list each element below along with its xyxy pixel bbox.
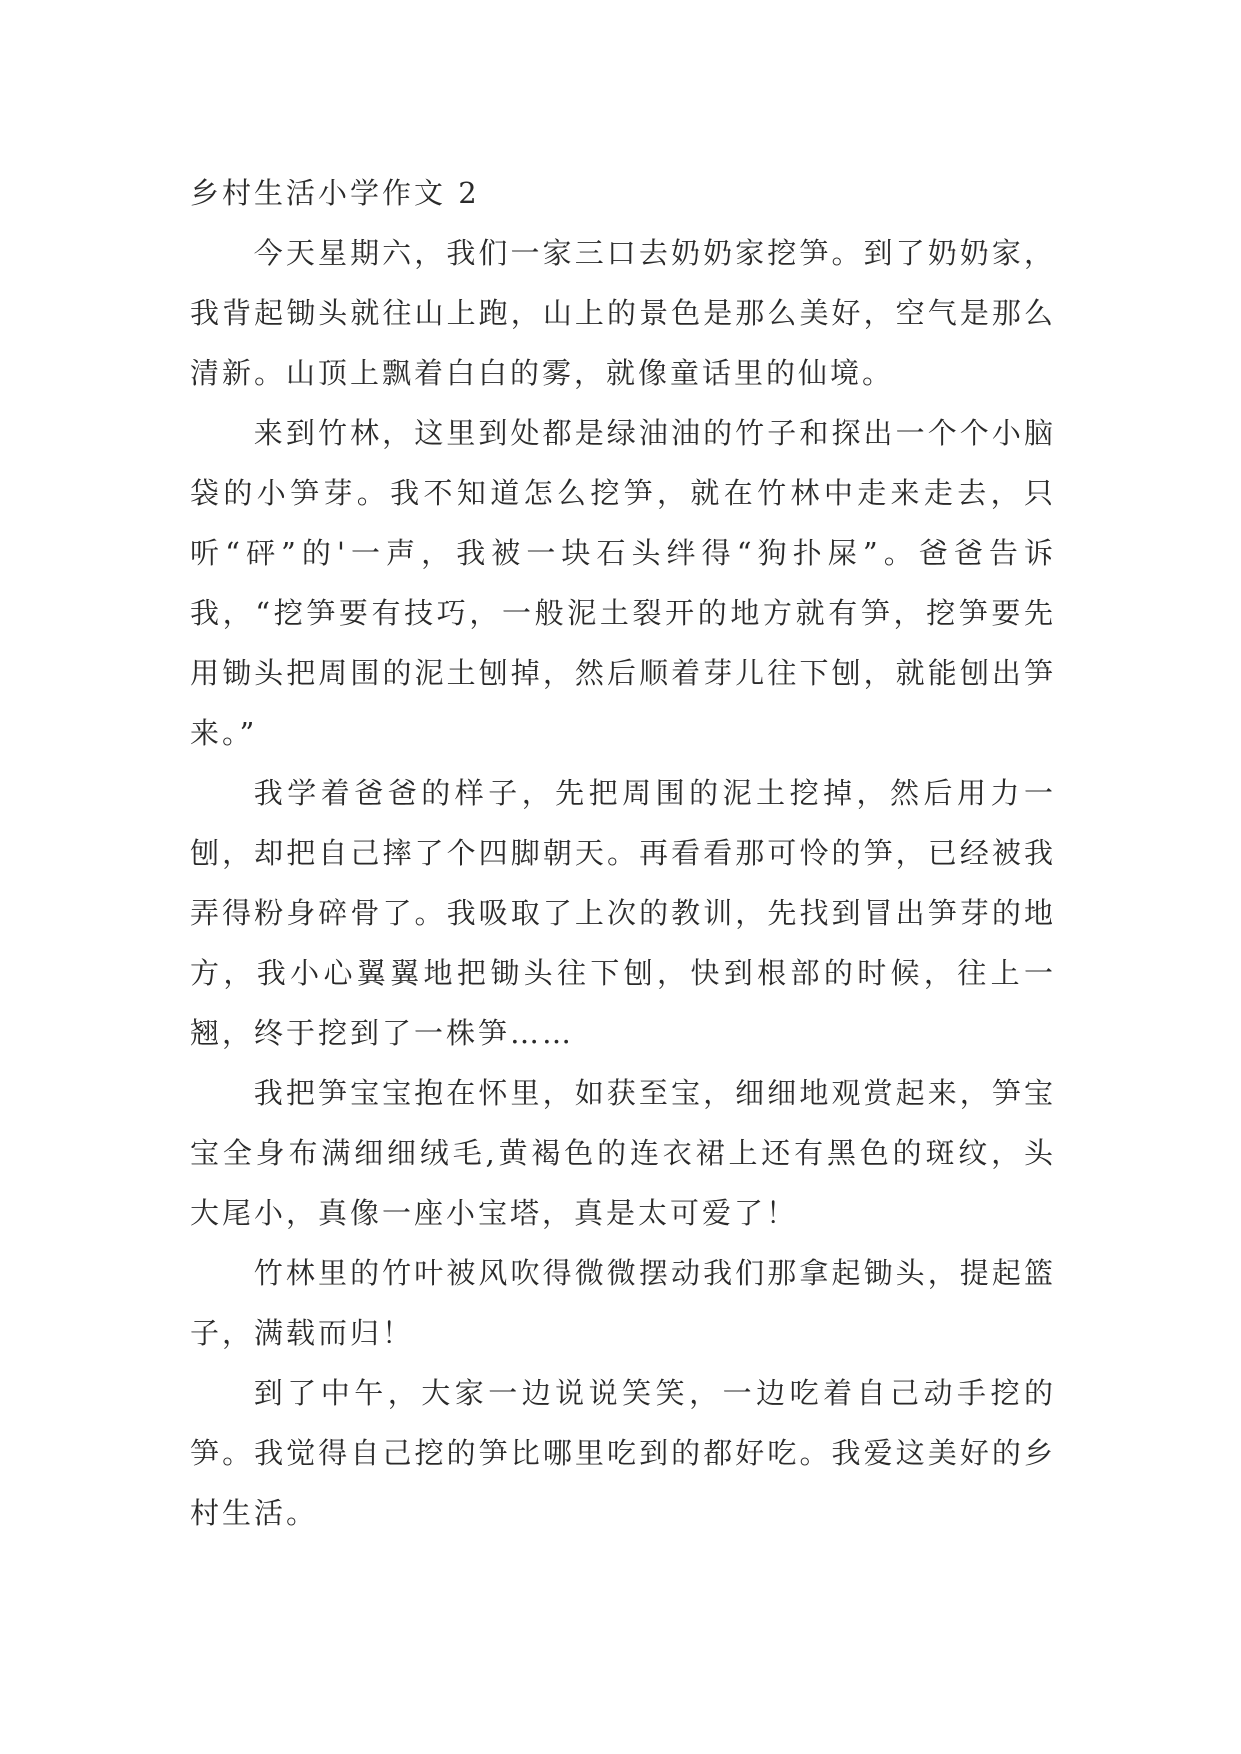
paragraph: 来到竹林，这里到处都是绿油油的竹子和探出一个个小脑袋的小笋芽。我不知道怎么挖笋，就在竹林中走来走去，只听“砰”的'一声，我被一块石头绊得“狗扑屎”。爸爸告诉我，“挖笋要有技巧，一般泥土裂开的地方就有笋，挖笋要先用锄头把周围的泥土刨掉，然后顺着芽儿往下刨，就能刨出笋来。”	[190, 416, 1056, 750]
paragraph: 今天星期六，我们一家三口去奶奶家挖笋。到了奶奶家，我背起锄头就往山上跑，山上的景色是那么美好，空气是那么清新。山顶上飘着白白的雾，就像童话里的仙境。	[190, 236, 1056, 390]
document-body	[190, 163, 1056, 1543]
paragraph: 竹林里的竹叶被风吹得微微摆动我们那拿起锄头，提起篮子，满载而归！	[190, 1256, 1056, 1350]
paragraph: 我学着爸爸的样子，先把周围的泥土挖掉，然后用力一刨，却把自己摔了个四脚朝天。再看看那可怜的笋，已经被我弄得粉身碎骨了。我吸取了上次的教训，先找到冒出笋芽的地方，我小心翼翼地把锄头往下刨，快到根部的时候，往上一翘，终于挖到了一株笋……	[190, 776, 1056, 1050]
paragraph: 到了中午，大家一边说说笑笑，一边吃着自己动手挖的笋。我觉得自己挖的笋比哪里吃到的都好吃。我爱这美好的乡村生活。	[190, 1376, 1056, 1530]
paragraph: 我把笋宝宝抱在怀里，如获至宝，细细地观赏起来，笋宝宝全身布满细细绒毛,黄褐色的连衣裙上还有黑色的斑纹，头大尾小，真像一座小宝塔，真是太可爱了！	[190, 1076, 1056, 1230]
document-title: 乡村生活小学作文 2	[190, 176, 480, 210]
